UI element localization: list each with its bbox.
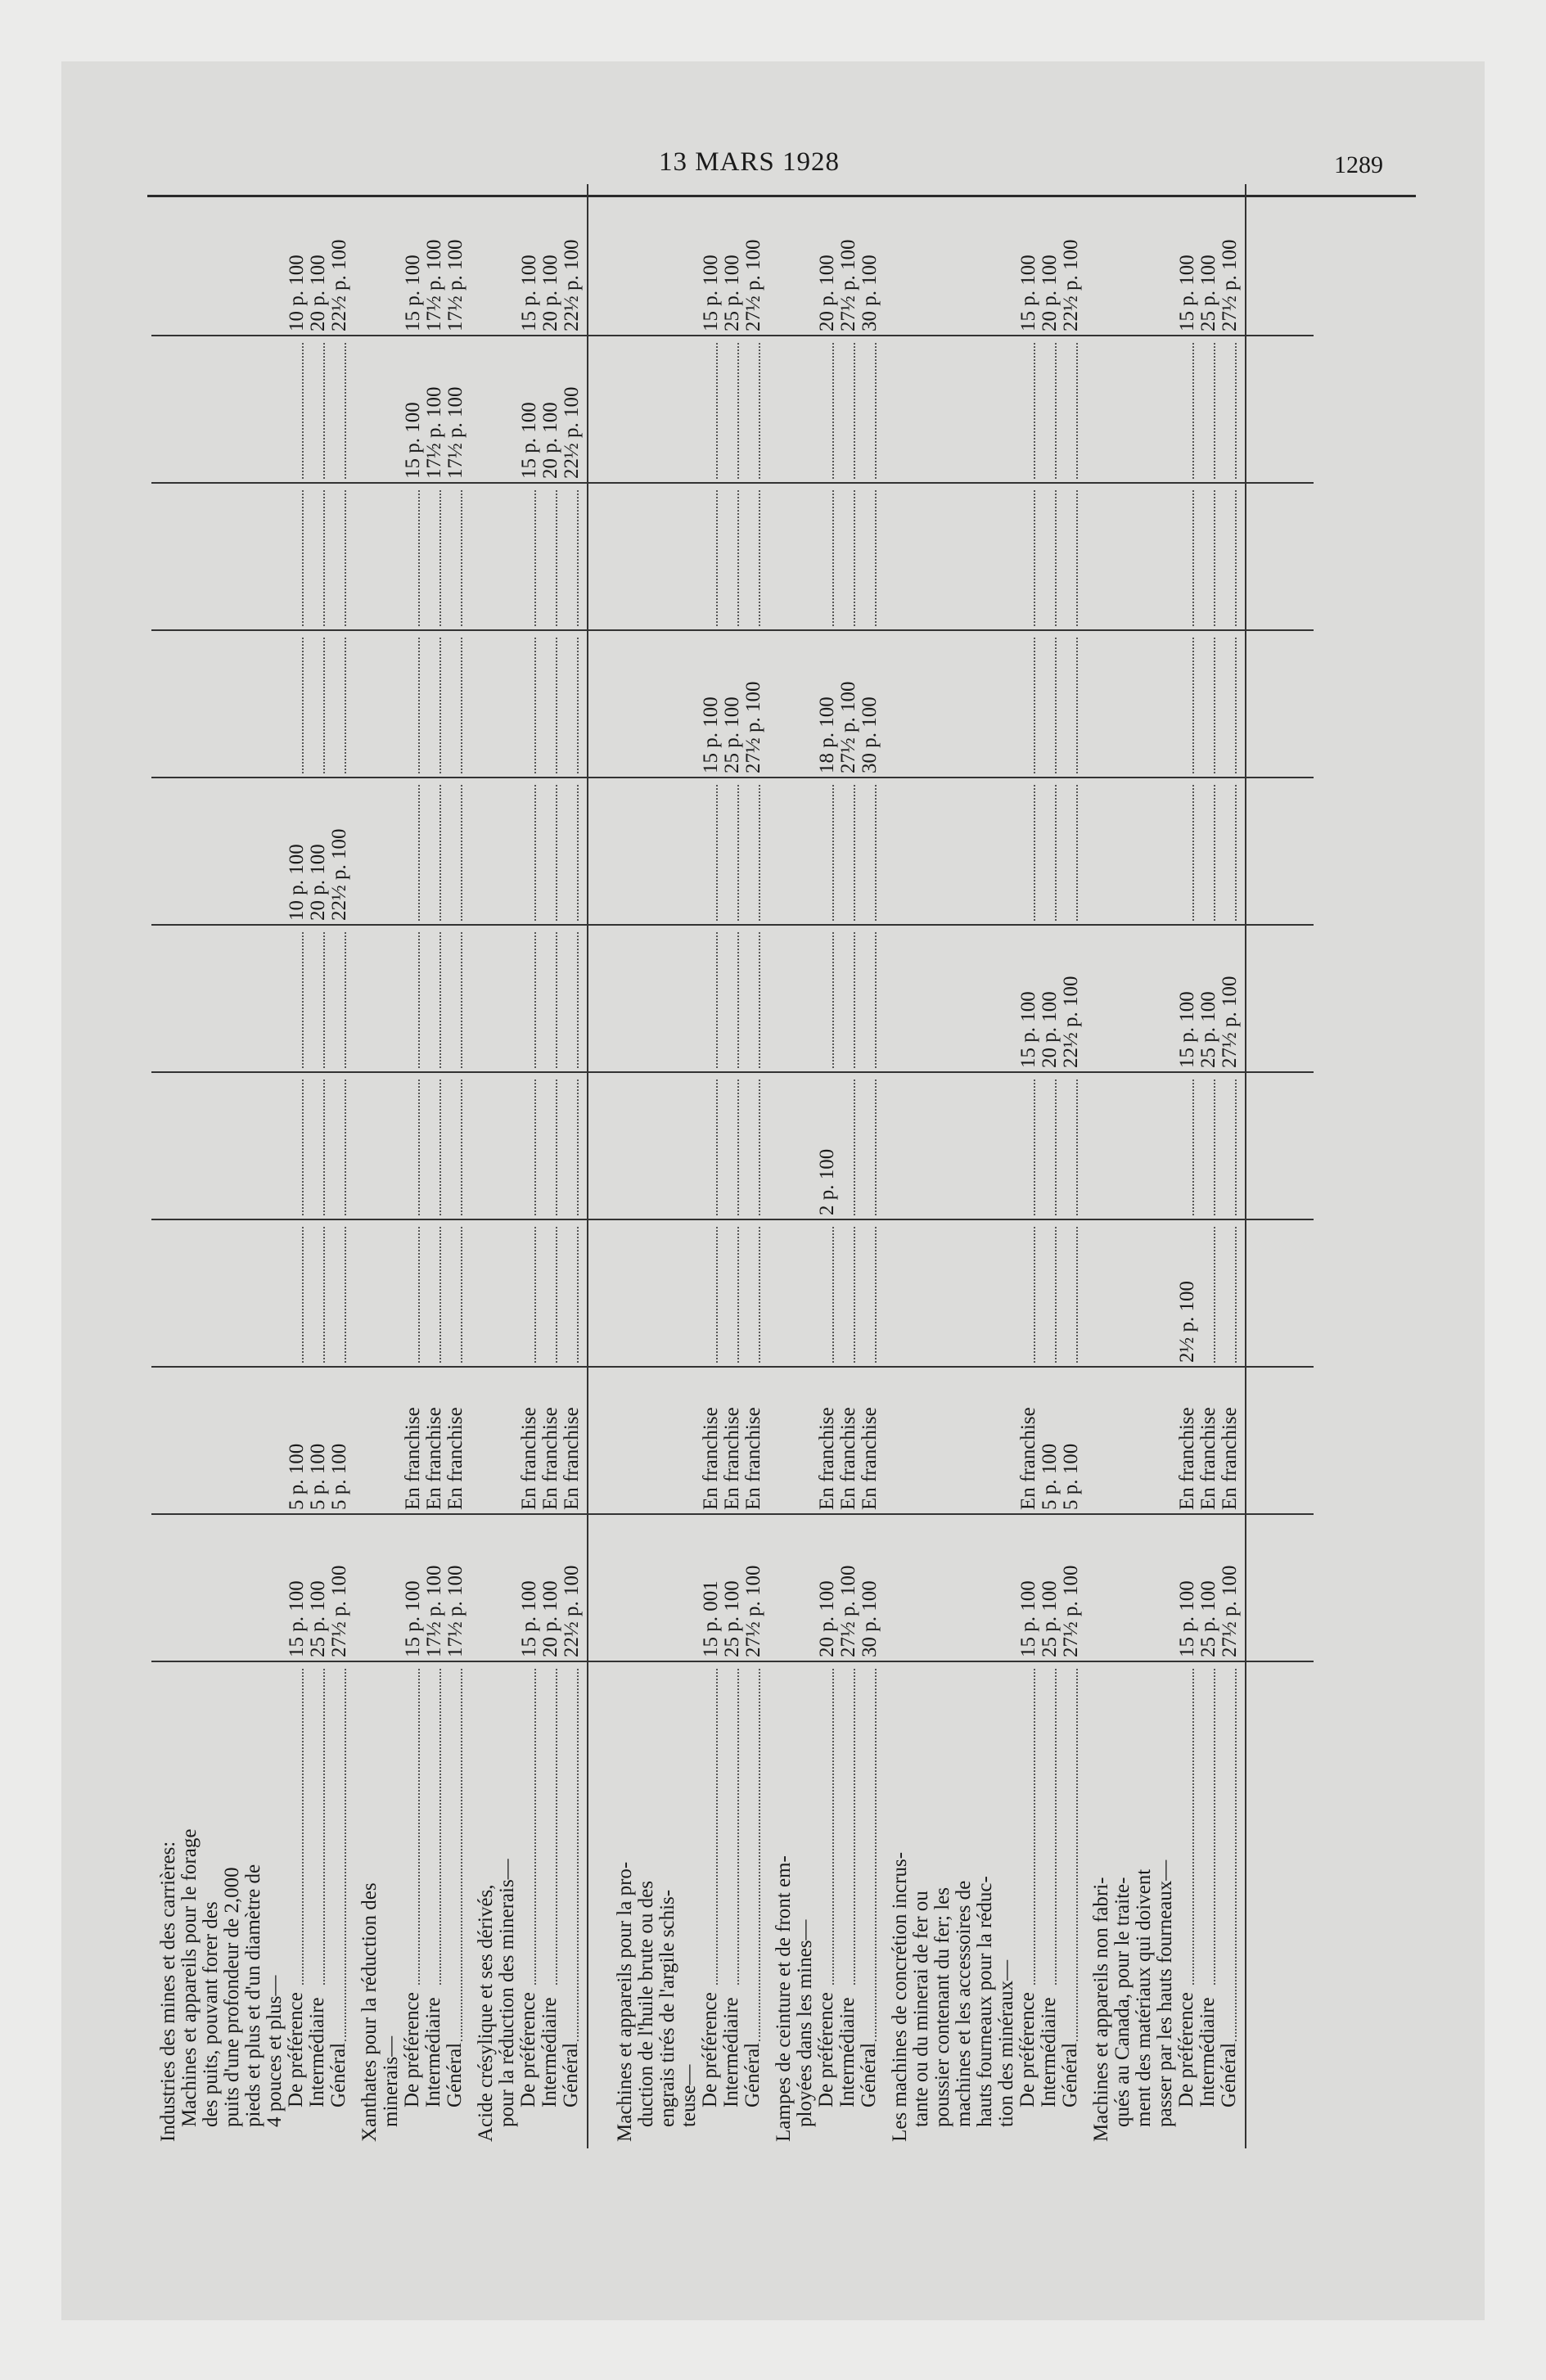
rate-cell: 15 p. 100 [402,255,424,331]
section-title-line: des puits, pouvant forer des [200,1901,222,2127]
empty-cell-leader [852,785,855,921]
column-rule [151,335,1314,336]
empty-cell-leader [757,343,760,479]
rate-cell: 27½ p. 100 [1060,1565,1082,1657]
rate-cell: 25 p. 100 [1197,255,1219,331]
rate-cell: En franchise [816,1407,838,1510]
empty-cell-leader [417,932,420,1068]
empty-cell-leader [1212,490,1215,626]
row-label: Intermédiaire [306,1997,328,2107]
empty-cell-leader [1212,343,1215,479]
empty-cell-leader [736,1227,739,1363]
empty-cell-leader [459,1080,462,1215]
empty-cell-leader [1191,490,1194,626]
rate-cell: 27½ p. 100 [837,681,859,773]
section-title-line: puits d'une profondeur de 2,000 [221,1867,243,2127]
rotated-tariff-table [151,184,1314,2148]
empty-cell-leader [322,343,325,479]
section-title-line: Lampes de ceinture et de front em- [773,1855,795,2142]
empty-cell-leader [417,490,420,626]
empty-cell-leader [343,1227,346,1363]
row-label: Général [327,2042,349,2107]
section-title-line: Machines et appareils pour le forage [178,1828,201,2127]
dot-leader [1212,1669,1215,1986]
empty-cell-leader [1191,785,1194,921]
empty-cell-leader [1233,638,1237,773]
empty-cell-leader [533,1227,536,1363]
column-rule [151,924,1314,926]
section-title-line: passer par les hauts fourneaux— [1154,1859,1176,2127]
empty-cell-leader [554,490,557,626]
empty-cell-leader [852,490,855,626]
column-rule [151,1219,1314,1220]
empty-cell-leader [1032,638,1035,773]
rate-cell: 15 p. 100 [402,1580,424,1657]
empty-cell-leader [575,932,579,1068]
rate-cell: En franchise [1017,1407,1039,1510]
rate-cell: 22½ p. 100 [561,239,583,331]
empty-cell-leader [533,785,536,921]
rate-cell: 27½ p. 100 [742,239,764,331]
empty-cell-leader [1032,1227,1035,1363]
dot-leader [1032,1669,1035,1986]
rate-cell: 5 p. 100 [1060,1443,1082,1510]
rate-cell: 25 p. 100 [1039,1580,1061,1657]
empty-cell-leader [873,785,877,921]
rate-cell: 20 p. 100 [307,255,329,331]
row-label: De préférence [815,1992,837,2107]
section-title-line: ment des matériaux qui doivent [1133,1868,1155,2127]
row-label: De préférence [699,1992,721,2107]
rate-cell: 27½ p. 100 [742,1565,764,1657]
row-label: De préférence [1016,1992,1039,2107]
section-title-line: tante ou du minerai de fer ou [910,1891,932,2127]
rate-cell: 25 p. 100 [721,696,743,773]
rate-cell: En franchise [742,1407,764,1510]
row-label: Intermédiaire [1197,1997,1219,2107]
empty-cell-leader [459,638,462,773]
empty-cell-leader [1075,490,1078,626]
rate-cell: 20 p. 100 [307,844,329,921]
column-rule [151,1366,1314,1368]
section-title-line: ployées dans les mines— [794,1919,816,2127]
empty-cell-leader [852,343,855,479]
empty-cell-leader [714,932,718,1068]
rate-cell: 22½ p. 100 [1060,976,1082,1068]
empty-cell-leader [343,1080,346,1215]
rate-cell: 20 p. 100 [539,402,561,479]
rate-cell: 5 p. 100 [307,1443,329,1510]
rate-cell: 5 p. 100 [328,1443,350,1510]
empty-cell-leader [438,932,441,1068]
empty-cell-leader [417,1227,420,1363]
section-title-line: qués au Canada, pour le traite- [1111,1877,1134,2127]
rate-cell: 30 p. 100 [859,1580,881,1657]
empty-cell-leader [300,1080,304,1215]
empty-cell-leader [322,932,325,1068]
rate-cell: 27½ p. 100 [742,681,764,773]
row-label: Intermédiaire [422,1997,444,2107]
empty-cell-leader [554,638,557,773]
rate-cell: En franchise [444,1407,467,1510]
section-title-line: 4 pouces et plus— [264,1975,286,2127]
row-label: De préférence [401,1992,423,2107]
section-title-line: teuse— [678,2064,700,2127]
empty-cell-leader [1233,785,1237,921]
rate-cell: En franchise [1176,1407,1198,1510]
empty-cell-leader [852,1227,855,1363]
dot-leader [873,1669,877,2042]
rate-cell: 25 p. 100 [721,255,743,331]
empty-cell-leader [1032,343,1035,479]
empty-cell-leader [1032,1080,1035,1215]
dot-leader [1075,1669,1078,2042]
section-title-line: minerais— [380,2035,402,2127]
empty-cell-leader [757,785,760,921]
rate-cell: 15 p. 001 [700,1580,722,1657]
section-title-line: poussier contenant du fer; les [931,1887,953,2127]
empty-cell-leader [1191,343,1194,479]
empty-cell-leader [1053,638,1057,773]
section-title-line: Industries des mines et des carrières: [157,1841,179,2142]
empty-cell-leader [1053,343,1057,479]
rate-cell: 22½ p. 100 [1060,239,1082,331]
empty-cell-leader [343,932,346,1068]
row-label: De préférence [285,1992,307,2107]
empty-cell-leader [736,490,739,626]
rate-cell: 27½ p. 100 [837,239,859,331]
rate-cell: 5 p. 100 [1039,1443,1061,1510]
rate-cell: 5 p. 100 [286,1443,308,1510]
section-title-line: pour la réduction des minerais— [496,1859,518,2127]
empty-cell-leader [831,785,834,921]
dot-leader [714,1669,718,1986]
empty-cell-leader [873,932,877,1068]
rate-cell: En franchise [1219,1407,1241,1510]
empty-cell-leader [575,1080,579,1215]
rate-cell: 15 p. 100 [1017,1580,1039,1657]
dot-leader [554,1669,557,1986]
rate-cell: 15 p. 100 [700,696,722,773]
empty-cell-leader [417,1080,420,1215]
empty-cell-leader [1075,785,1078,921]
empty-cell-leader [736,932,739,1068]
rate-cell: 27½ p. 100 [837,1565,859,1657]
dot-leader [343,1669,346,2042]
empty-cell-leader [757,1080,760,1215]
empty-cell-leader [533,932,536,1068]
row-label: Intermédiaire [836,1997,859,2107]
section-title-line: duction de l'huile brute ou des [635,1881,657,2127]
empty-cell-leader [873,343,877,479]
empty-cell-leader [1053,490,1057,626]
column-rule [151,1513,1314,1515]
empty-cell-leader [459,932,462,1068]
header-date: 13 MARS 1928 [659,147,841,177]
empty-cell-leader [438,490,441,626]
rate-cell: 30 p. 100 [859,255,881,331]
rate-cell: 15 p. 100 [518,255,540,331]
rate-cell: 17½ p. 100 [444,1565,467,1657]
rate-cell: 15 p. 100 [1176,991,1198,1068]
rate-cell: 18 p. 100 [816,696,838,773]
rate-cell: En franchise [859,1407,881,1510]
column-rule [151,1071,1314,1073]
rate-cell: En franchise [518,1407,540,1510]
rate-cell: 15 p. 100 [402,402,424,479]
empty-cell-leader [417,638,420,773]
dot-leader [438,1669,441,1986]
empty-cell-leader [438,785,441,921]
rate-cell: 22½ p. 100 [328,828,350,921]
rate-cell: 20 p. 100 [816,1580,838,1657]
empty-cell-leader [1233,1080,1237,1215]
empty-cell-leader [873,1080,877,1215]
empty-cell-leader [300,932,304,1068]
rate-cell: 17½ p. 100 [423,386,445,479]
rate-cell: En franchise [423,1407,445,1510]
empty-cell-leader [1053,785,1057,921]
empty-cell-leader [438,1227,441,1363]
rate-cell: 15 p. 100 [700,255,722,331]
rate-cell: 10 p. 100 [286,844,308,921]
empty-cell-leader [343,638,346,773]
dot-leader [1233,1669,1237,2042]
empty-cell-leader [554,932,557,1068]
empty-cell-leader [1233,490,1237,626]
empty-cell-leader [343,343,346,479]
empty-cell-leader [852,1080,855,1215]
row-label: Intermédiaire [539,1997,561,2107]
empty-cell-leader [1075,1080,1078,1215]
column-rule [151,482,1314,484]
dot-leader [757,1669,760,2042]
section-rule [1245,184,1246,2148]
row-label: De préférence [1175,1992,1197,2107]
empty-cell-leader [1191,1080,1194,1215]
rate-cell: 2½ p. 100 [1176,1281,1198,1363]
rate-cell: 17½ p. 100 [444,239,467,331]
rate-cell: 25 p. 100 [1197,1580,1219,1657]
rate-cell: En franchise [721,1407,743,1510]
empty-cell-leader [1212,785,1215,921]
rate-cell: 15 p. 100 [1017,991,1039,1068]
rate-cell: 15 p. 100 [518,1580,540,1657]
empty-cell-leader [1233,1227,1237,1363]
empty-cell-leader [1075,638,1078,773]
empty-cell-leader [714,490,718,626]
section-title-line: Machines et appareils pour la pro- [614,1861,636,2142]
rate-cell: 25 p. 100 [721,1580,743,1657]
dot-leader [575,1669,579,2042]
page-number: 1289 [1334,151,1383,178]
rate-cell: 20 p. 100 [816,255,838,331]
section-title-line: Xanthates pour la réduction des [358,1882,381,2142]
section-title-line: tion des minéraux— [995,1959,1017,2127]
empty-cell-leader [1212,1080,1215,1215]
empty-cell-leader [714,785,718,921]
rate-cell: 15 p. 100 [1017,255,1039,331]
empty-cell-leader [554,1080,557,1215]
row-label: Général [858,2042,880,2107]
empty-cell-leader [852,932,855,1068]
empty-cell-leader [736,785,739,921]
rate-cell: En franchise [402,1407,424,1510]
empty-cell-leader [1191,638,1194,773]
rate-cell: En franchise [539,1407,561,1510]
row-label: Intermédiaire [1038,1997,1060,2107]
rate-cell: 27½ p. 100 [1219,1565,1241,1657]
rate-cell: 22½ p. 100 [561,1565,583,1657]
dot-leader [322,1669,325,1986]
empty-cell-leader [300,638,304,773]
empty-cell-leader [736,343,739,479]
rate-cell: 15 p. 100 [1176,1580,1198,1657]
empty-cell-leader [322,638,325,773]
row-label: Intermédiaire [720,1997,742,2107]
empty-cell-leader [322,1080,325,1215]
rate-cell: En franchise [837,1407,859,1510]
empty-cell-leader [300,490,304,626]
empty-cell-leader [459,1227,462,1363]
empty-cell-leader [300,1227,304,1363]
rate-cell: 10 p. 100 [286,255,308,331]
empty-cell-leader [757,932,760,1068]
dot-leader [1053,1669,1057,1986]
section-title-line: machines et les accessoires de [953,1880,975,2127]
empty-cell-leader [554,1227,557,1363]
empty-cell-leader [831,490,834,626]
section-title-line: pieds et plus et d'un diamètre de [242,1864,264,2127]
rate-cell: 27½ p. 100 [1219,976,1241,1068]
section-title-line: Acide crésylique et ses dérivés, [475,1884,497,2142]
rate-cell: 22½ p. 100 [561,386,583,479]
dot-leader [300,1669,304,1986]
rate-cell: 17½ p. 100 [423,239,445,331]
rate-cell: 20 p. 100 [1039,991,1061,1068]
rate-cell: En franchise [561,1407,583,1510]
empty-cell-leader [438,1080,441,1215]
dot-leader [736,1669,739,1986]
rate-cell: 17½ p. 100 [444,386,467,479]
rate-cell: 27½ p. 100 [1219,239,1241,331]
row-label: Général [560,2042,582,2107]
empty-cell-leader [1075,343,1078,479]
empty-cell-leader [1032,785,1035,921]
empty-cell-leader [831,932,834,1068]
rate-cell: En franchise [700,1407,722,1510]
empty-cell-leader [873,490,877,626]
dot-leader [459,1669,462,2042]
page-header [65,82,1391,178]
empty-cell-leader [1212,1227,1215,1363]
empty-cell-leader [831,343,834,479]
empty-cell-leader [575,1227,579,1363]
row-label: Général [444,2042,466,2107]
column-rule [151,629,1314,631]
empty-cell-leader [417,785,420,921]
column-rule [151,777,1314,778]
empty-cell-leader [575,490,579,626]
row-label: De préférence [517,1992,539,2107]
section-title-line: Machines et appareils non fabri- [1090,1877,1112,2142]
dot-leader [1191,1669,1194,1986]
empty-cell-leader [322,1227,325,1363]
empty-cell-leader [459,490,462,626]
empty-cell-leader [736,1080,739,1215]
section-title-line: hauts fourneaux pour la réduc- [974,1876,996,2127]
empty-cell-leader [533,490,536,626]
empty-cell-leader [757,1227,760,1363]
rate-cell: 20 p. 100 [539,1580,561,1657]
empty-cell-leader [757,490,760,626]
rate-cell: 15 p. 100 [286,1580,308,1657]
empty-cell-leader [714,1080,718,1215]
row-label: Général [1218,2042,1240,2107]
empty-cell-leader [343,490,346,626]
row-label: Général [741,2042,764,2107]
rate-cell: 20 p. 100 [539,255,561,331]
row-label: Général [1059,2042,1081,2107]
dot-leader [417,1669,420,1986]
empty-cell-leader [714,1227,718,1363]
dot-leader [831,1669,834,1986]
empty-cell-leader [554,785,557,921]
rate-cell: 25 p. 100 [307,1580,329,1657]
rate-cell: 15 p. 100 [518,402,540,479]
rate-cell: 30 p. 100 [859,696,881,773]
dot-leader [533,1669,536,1986]
section-rule [587,184,588,2148]
section-title-line: Les machines de concrétion incrus- [889,1851,911,2142]
empty-cell-leader [575,638,579,773]
empty-cell-leader [831,1227,834,1363]
rate-cell: 15 p. 100 [1176,255,1198,331]
empty-cell-leader [1053,1080,1057,1215]
empty-cell-leader [714,343,718,479]
empty-cell-leader [533,638,536,773]
empty-cell-leader [459,785,462,921]
empty-cell-leader [438,638,441,773]
rate-cell: En franchise [1197,1407,1219,1510]
empty-cell-leader [533,1080,536,1215]
rate-cell: 25 p. 100 [1197,991,1219,1068]
empty-cell-leader [575,785,579,921]
rate-cell: 20 p. 100 [1039,255,1061,331]
rate-cell: 27½ p. 100 [328,1565,350,1657]
rate-cell: 17½ p. 100 [423,1565,445,1657]
rate-cell: 2 p. 100 [816,1148,838,1215]
rate-cell: 22½ p. 100 [328,239,350,331]
empty-cell-leader [1075,1227,1078,1363]
empty-cell-leader [1233,343,1237,479]
empty-cell-leader [1212,638,1215,773]
empty-cell-leader [873,1227,877,1363]
section-title-line: engrais tirés de l'argile schis- [656,1889,678,2127]
empty-cell-leader [300,343,304,479]
empty-cell-leader [1053,1227,1057,1363]
empty-cell-leader [322,490,325,626]
dot-leader [852,1669,855,1986]
empty-cell-leader [1032,490,1035,626]
